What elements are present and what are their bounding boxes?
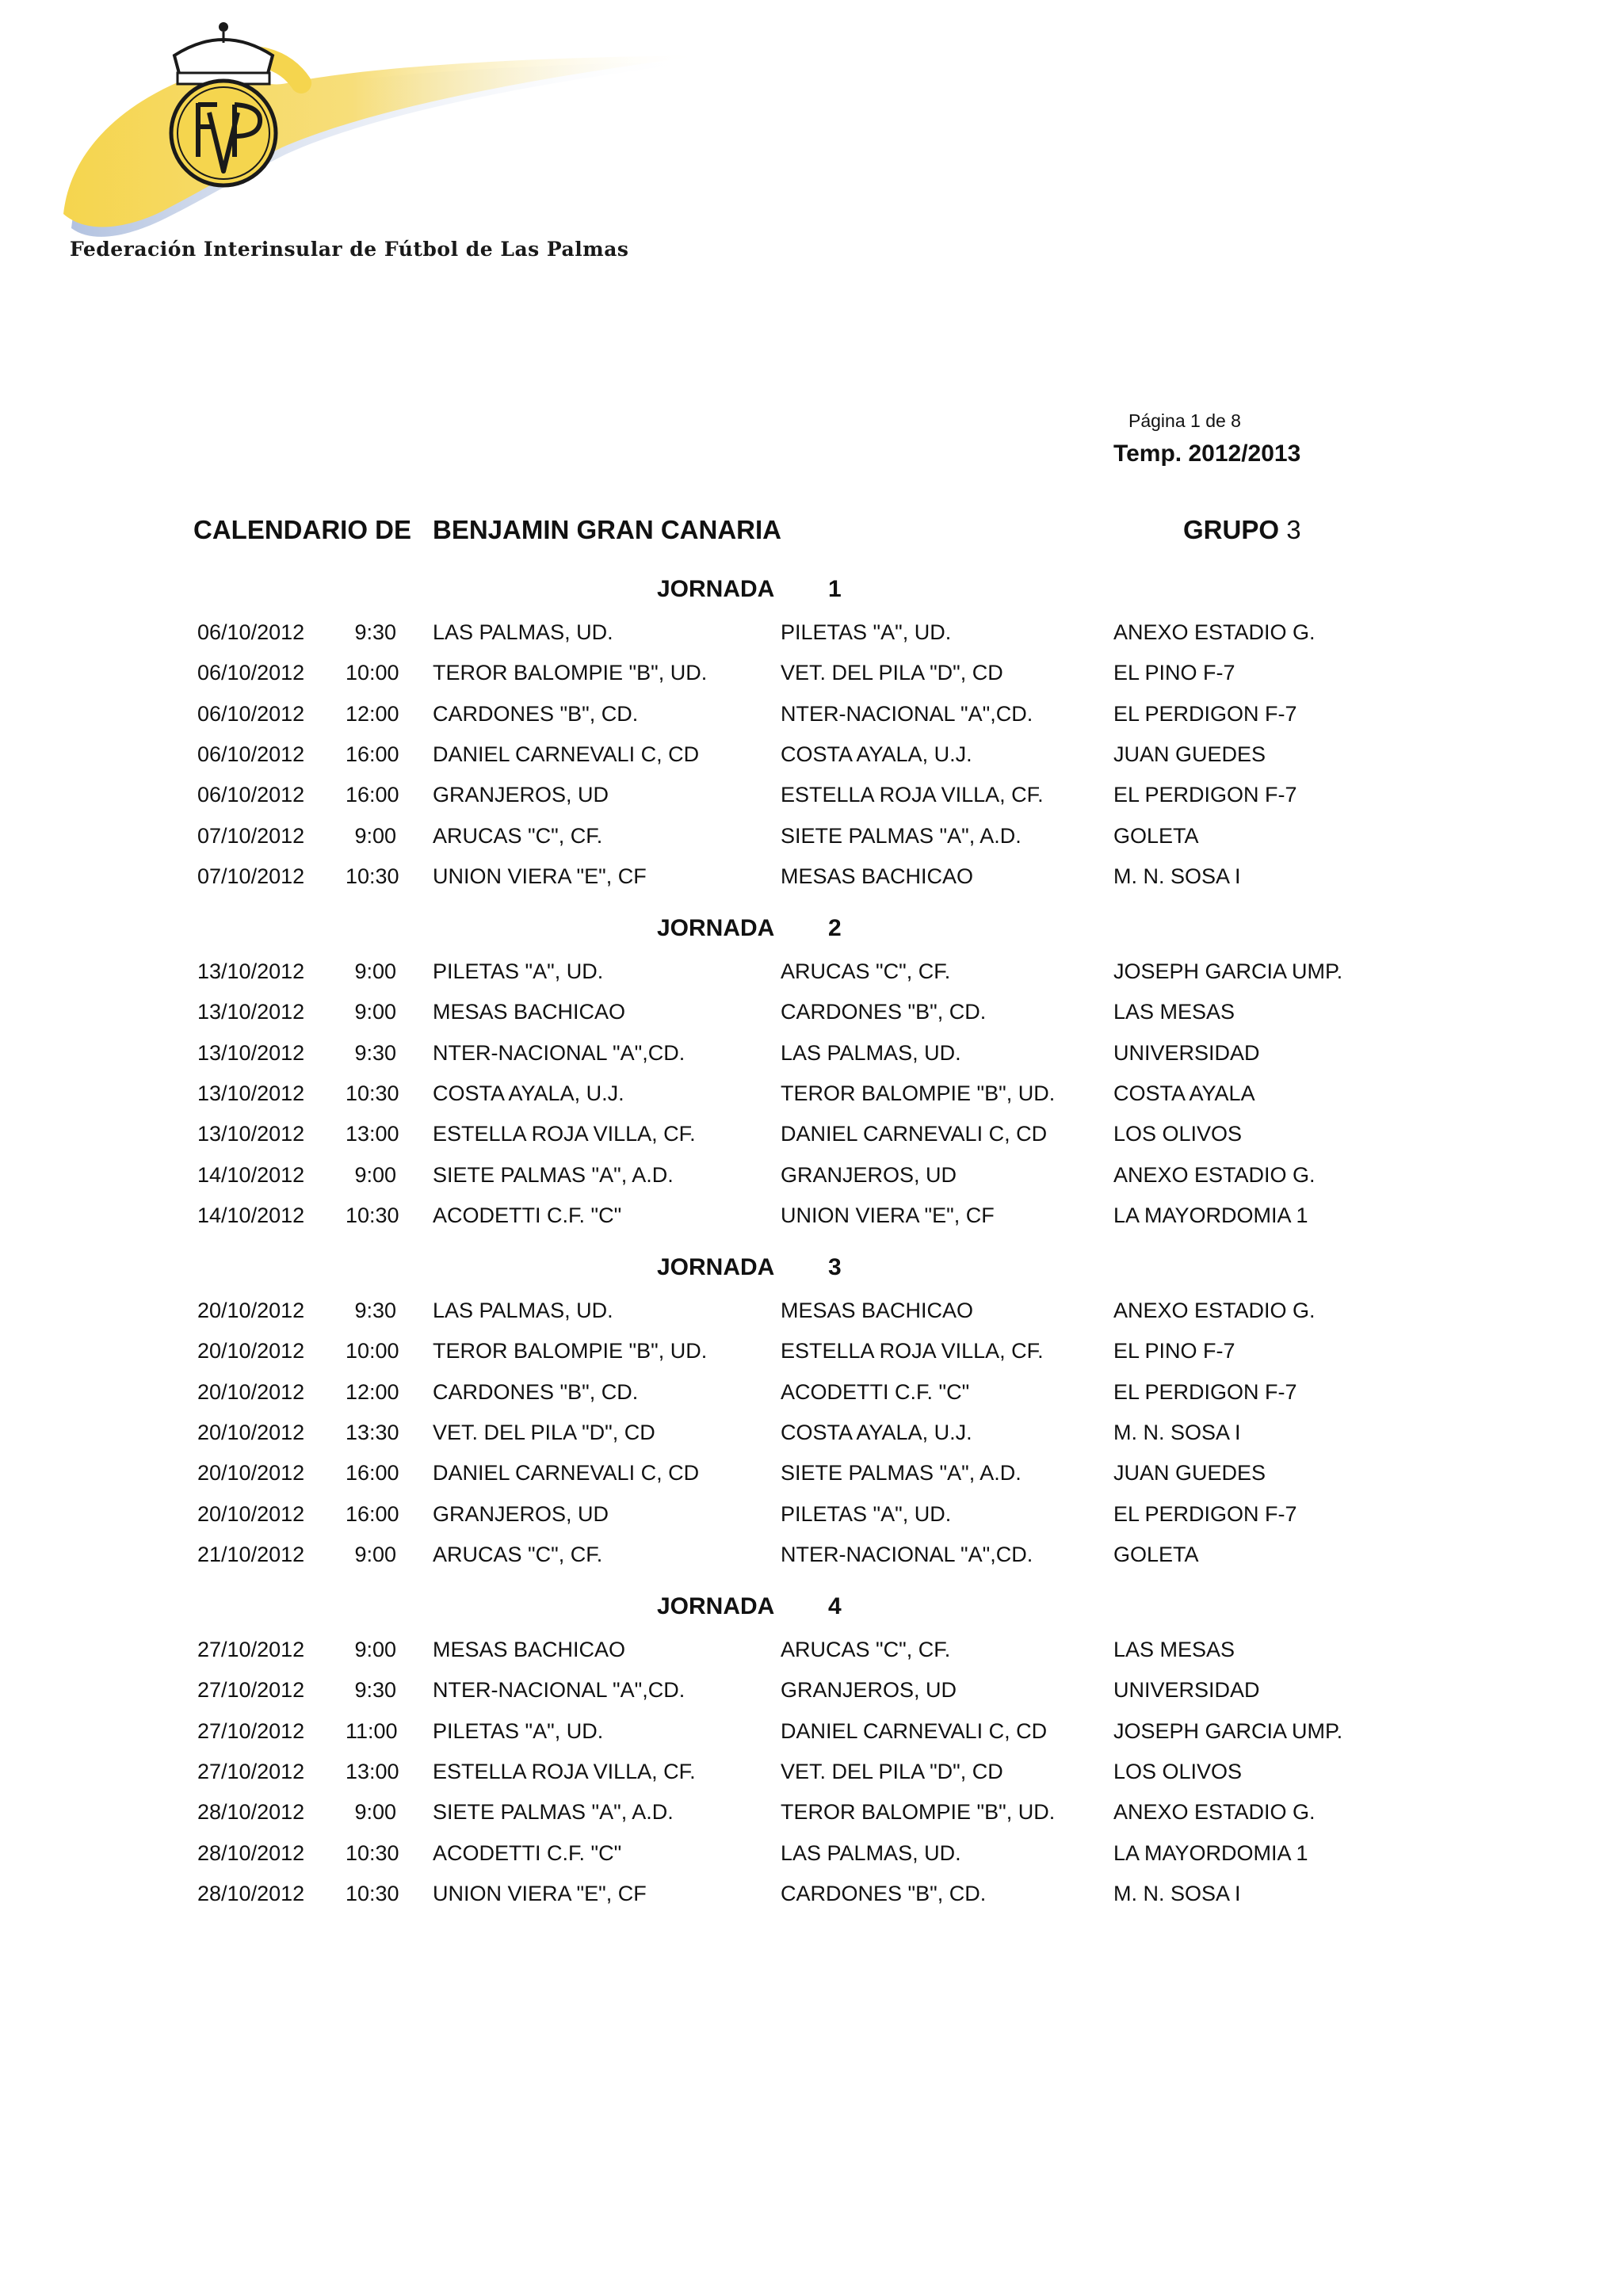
match-venue: ANEXO ESTADIO G. xyxy=(1113,1162,1316,1187)
match-time: 10:30 xyxy=(346,864,399,888)
match-venue: LOS OLIVOS xyxy=(1113,1122,1243,1146)
away-team: DANIEL CARNEVALI C, CD xyxy=(781,1122,1048,1146)
away-team: DANIEL CARNEVALI C, CD xyxy=(781,1718,1048,1743)
home-team: NTER-NACIONAL "A",CD. xyxy=(433,1040,685,1065)
match-date: 20/10/2012 xyxy=(197,1299,305,1322)
home-team: PILETAS "A", UD. xyxy=(433,1718,604,1743)
match-row xyxy=(0,1841,1623,1873)
match-row xyxy=(0,1760,1623,1791)
home-team: DANIEL CARNEVALI C, CD xyxy=(433,1461,700,1486)
match-date: 20/10/2012 xyxy=(197,1501,305,1526)
match-venue: JUAN GUEDES xyxy=(1113,742,1266,766)
match-date: 07/10/2012 xyxy=(197,823,305,848)
home-team: ACODETTI C.F. "C" xyxy=(433,1840,622,1865)
away-team: VET. DEL PILA "D", CD xyxy=(781,661,1003,685)
jornada-label: JORNADA xyxy=(657,1593,775,1619)
match-row xyxy=(0,1339,1623,1371)
match-date: 20/10/2012 xyxy=(197,1339,305,1363)
match-date: 06/10/2012 xyxy=(197,701,305,726)
home-team: LAS PALMAS, UD. xyxy=(433,1299,613,1322)
match-time: 9:30 xyxy=(354,1299,396,1322)
match-venue: EL PERDIGON F-7 xyxy=(1113,701,1297,726)
match-row xyxy=(0,1678,1623,1710)
match-time: 9:00 xyxy=(354,1638,396,1661)
match-venue: ANEXO ESTADIO G. xyxy=(1113,1299,1316,1322)
match-time: 9:00 xyxy=(354,823,396,848)
match-time: 10:30 xyxy=(346,1203,399,1227)
match-time: 11:00 xyxy=(346,1718,398,1743)
match-venue: EL PERDIGON F-7 xyxy=(1113,1501,1297,1526)
match-row xyxy=(0,1543,1623,1574)
jornada-label: JORNADA xyxy=(657,915,775,941)
match-time: 9:00 xyxy=(354,959,396,983)
home-team: VET. DEL PILA "D", CD xyxy=(433,1420,655,1444)
match-time: 16:00 xyxy=(346,1461,399,1486)
home-team: UNION VIERA "E", CF xyxy=(433,864,647,888)
match-venue: GOLETA xyxy=(1113,823,1199,848)
match-date: 20/10/2012 xyxy=(197,1420,305,1444)
match-time: 10:00 xyxy=(346,661,399,685)
match-time: 10:30 xyxy=(346,1081,399,1105)
match-date: 14/10/2012 xyxy=(197,1162,305,1187)
match-row xyxy=(0,1502,1623,1534)
match-venue: LAS MESAS xyxy=(1113,1638,1235,1661)
jornada-label: JORNADA xyxy=(657,576,775,602)
match-time: 9:00 xyxy=(354,1000,396,1024)
match-time: 9:00 xyxy=(354,1800,396,1825)
match-row xyxy=(0,1203,1623,1235)
match-row xyxy=(0,1461,1623,1493)
match-row xyxy=(0,1122,1623,1154)
away-team: COSTA AYALA, U.J. xyxy=(781,742,972,766)
match-date: 13/10/2012 xyxy=(197,1000,305,1024)
jornada-header xyxy=(0,576,1623,608)
away-team: MESAS BACHICAO xyxy=(781,864,974,888)
match-time: 10:30 xyxy=(346,1881,399,1905)
match-row xyxy=(0,742,1623,774)
match-date: 06/10/2012 xyxy=(197,620,305,644)
home-team: ACODETTI C.F. "C" xyxy=(433,1203,622,1227)
home-team: ARUCAS "C", CF. xyxy=(433,823,603,848)
jornada-header xyxy=(0,1593,1623,1625)
jornada-header xyxy=(0,915,1623,947)
match-time: 16:00 xyxy=(346,783,399,807)
match-time: 13:00 xyxy=(346,1759,399,1783)
match-time: 10:00 xyxy=(346,1339,399,1363)
match-row xyxy=(0,959,1623,991)
match-time: 12:00 xyxy=(346,1379,399,1404)
away-team: TEROR BALOMPIE "B", UD. xyxy=(781,1081,1056,1105)
away-team: ACODETTI C.F. "C" xyxy=(781,1379,970,1404)
away-team: LAS PALMAS, UD. xyxy=(781,1040,961,1065)
match-row xyxy=(0,1421,1623,1452)
home-team: ARUCAS "C", CF. xyxy=(433,1542,603,1566)
match-venue: M. N. SOSA I xyxy=(1113,1420,1241,1444)
match-date: 20/10/2012 xyxy=(197,1461,305,1486)
match-row xyxy=(0,620,1623,652)
match-time: 16:00 xyxy=(346,1501,399,1526)
match-venue: ANEXO ESTADIO G. xyxy=(1113,1800,1316,1825)
jornada-number: 4 xyxy=(828,1593,842,1619)
away-team: SIETE PALMAS "A", A.D. xyxy=(781,1461,1022,1486)
home-team: ESTELLA ROJA VILLA, CF. xyxy=(433,1759,696,1783)
home-team: MESAS BACHICAO xyxy=(433,1638,626,1661)
jornada-number: 2 xyxy=(828,915,842,941)
match-venue: LA MAYORDOMIA 1 xyxy=(1113,1203,1308,1227)
match-row xyxy=(0,1163,1623,1195)
match-venue: ANEXO ESTADIO G. xyxy=(1113,620,1316,644)
away-team: LAS PALMAS, UD. xyxy=(781,1840,961,1865)
match-venue: UNIVERSIDAD xyxy=(1113,1678,1260,1703)
match-venue: LOS OLIVOS xyxy=(1113,1759,1243,1783)
home-team: ESTELLA ROJA VILLA, CF. xyxy=(433,1122,696,1146)
match-date: 07/10/2012 xyxy=(197,864,305,888)
away-team: NTER-NACIONAL "A",CD. xyxy=(781,1542,1033,1566)
match-date: 13/10/2012 xyxy=(197,959,305,983)
home-team: MESAS BACHICAO xyxy=(433,1000,626,1024)
match-row xyxy=(0,783,1623,814)
away-team: PILETAS "A", UD. xyxy=(781,1501,952,1526)
match-venue: UNIVERSIDAD xyxy=(1113,1040,1260,1065)
match-time: 10:30 xyxy=(346,1840,399,1865)
match-row xyxy=(0,1719,1623,1751)
group-number: 3 xyxy=(1286,515,1301,544)
match-row xyxy=(0,1000,1623,1032)
match-date: 28/10/2012 xyxy=(197,1840,305,1865)
home-team: TEROR BALOMPIE "B", UD. xyxy=(433,661,708,685)
match-time: 9:30 xyxy=(354,1678,396,1703)
away-team: MESAS BACHICAO xyxy=(781,1299,974,1322)
match-time: 9:00 xyxy=(354,1542,396,1566)
match-time: 9:30 xyxy=(354,620,396,644)
jornada-header xyxy=(0,1254,1623,1286)
match-venue: LA MAYORDOMIA 1 xyxy=(1113,1840,1308,1865)
match-row xyxy=(0,864,1623,896)
match-row xyxy=(0,1299,1623,1330)
match-row xyxy=(0,1882,1623,1913)
home-team: SIETE PALMAS "A", A.D. xyxy=(433,1800,674,1825)
match-date: 13/10/2012 xyxy=(197,1040,305,1065)
match-venue: EL PERDIGON F-7 xyxy=(1113,1379,1297,1404)
jornada-number: 1 xyxy=(828,576,842,602)
away-team: ESTELLA ROJA VILLA, CF. xyxy=(781,783,1044,807)
match-date: 27/10/2012 xyxy=(197,1678,305,1703)
match-date: 27/10/2012 xyxy=(197,1718,305,1743)
away-team: GRANJEROS, UD xyxy=(781,1678,957,1703)
home-team: UNION VIERA "E", CF xyxy=(433,1881,647,1905)
match-venue: JUAN GUEDES xyxy=(1113,1461,1266,1486)
away-team: VET. DEL PILA "D", CD xyxy=(781,1759,1003,1783)
match-date: 13/10/2012 xyxy=(197,1081,305,1105)
match-time: 9:00 xyxy=(354,1162,396,1187)
match-date: 28/10/2012 xyxy=(197,1800,305,1825)
home-team: CARDONES "B", CD. xyxy=(433,701,639,726)
away-team: ARUCAS "C", CF. xyxy=(781,1638,951,1661)
group-label-text: GRUPO xyxy=(1183,515,1280,544)
match-date: 27/10/2012 xyxy=(197,1638,305,1661)
match-date: 21/10/2012 xyxy=(197,1542,305,1566)
category-title: BENJAMIN GRAN CANARIA xyxy=(433,515,782,544)
match-row xyxy=(0,702,1623,734)
match-row xyxy=(0,1800,1623,1832)
season-label: Temp. 2012/2013 xyxy=(1113,441,1301,467)
calendar-title: CALENDARIO DE xyxy=(193,515,412,544)
home-team: GRANJEROS, UD xyxy=(433,783,609,807)
away-team: CARDONES "B", CD. xyxy=(781,1000,987,1024)
match-venue: JOSEPH GARCIA UMP. xyxy=(1113,959,1343,983)
match-time: 12:00 xyxy=(346,701,399,726)
match-venue: LAS MESAS xyxy=(1113,1000,1235,1024)
match-time: 9:30 xyxy=(354,1040,396,1065)
home-team: COSTA AYALA, U.J. xyxy=(433,1081,624,1105)
match-date: 20/10/2012 xyxy=(197,1379,305,1404)
match-venue: M. N. SOSA I xyxy=(1113,1881,1241,1905)
away-team: COSTA AYALA, U.J. xyxy=(781,1420,972,1444)
away-team: ARUCAS "C", CF. xyxy=(781,959,951,983)
home-team: TEROR BALOMPIE "B", UD. xyxy=(433,1339,708,1363)
match-row xyxy=(0,661,1623,692)
away-team: ESTELLA ROJA VILLA, CF. xyxy=(781,1339,1044,1363)
home-team: SIETE PALMAS "A", A.D. xyxy=(433,1162,674,1187)
away-team: UNION VIERA "E", CF xyxy=(781,1203,995,1227)
away-team: SIETE PALMAS "A", A.D. xyxy=(781,823,1022,848)
match-date: 28/10/2012 xyxy=(197,1881,305,1905)
home-team: GRANJEROS, UD xyxy=(433,1501,609,1526)
match-venue: EL PINO F-7 xyxy=(1113,661,1235,685)
match-time: 13:30 xyxy=(346,1420,399,1444)
away-team: GRANJEROS, UD xyxy=(781,1162,957,1187)
page-number: Página 1 de 8 xyxy=(1128,410,1241,431)
match-date: 06/10/2012 xyxy=(197,783,305,807)
match-venue: EL PERDIGON F-7 xyxy=(1113,783,1297,807)
match-date: 27/10/2012 xyxy=(197,1759,305,1783)
match-venue: GOLETA xyxy=(1113,1542,1199,1566)
away-team: NTER-NACIONAL "A",CD. xyxy=(781,701,1033,726)
away-team: PILETAS "A", UD. xyxy=(781,620,952,644)
home-team: LAS PALMAS, UD. xyxy=(433,620,613,644)
home-team: CARDONES "B", CD. xyxy=(433,1379,639,1404)
match-row xyxy=(0,1638,1623,1669)
jornada-label: JORNADA xyxy=(657,1254,775,1280)
home-team: PILETAS "A", UD. xyxy=(433,959,604,983)
match-venue: EL PINO F-7 xyxy=(1113,1339,1235,1363)
match-date: 14/10/2012 xyxy=(197,1203,305,1227)
match-time: 16:00 xyxy=(346,742,399,766)
away-team: CARDONES "B", CD. xyxy=(781,1881,987,1905)
match-venue: COSTA AYALA xyxy=(1113,1081,1255,1105)
match-venue: JOSEPH GARCIA UMP. xyxy=(1113,1718,1343,1743)
match-time: 13:00 xyxy=(346,1122,399,1146)
match-date: 13/10/2012 xyxy=(197,1122,305,1146)
match-row xyxy=(0,1041,1623,1073)
match-row xyxy=(0,1081,1623,1113)
match-venue: M. N. SOSA I xyxy=(1113,864,1241,888)
match-date: 06/10/2012 xyxy=(197,661,305,685)
jornada-number: 3 xyxy=(828,1254,842,1280)
federation-name: Federación Interinsular de Fútbol de Las Palmas xyxy=(70,238,629,261)
match-date: 06/10/2012 xyxy=(197,742,305,766)
home-team: DANIEL CARNEVALI C, CD xyxy=(433,742,700,766)
home-team: NTER-NACIONAL "A",CD. xyxy=(433,1678,685,1703)
away-team: TEROR BALOMPIE "B", UD. xyxy=(781,1800,1056,1825)
match-row xyxy=(0,1380,1623,1412)
match-row xyxy=(0,824,1623,856)
